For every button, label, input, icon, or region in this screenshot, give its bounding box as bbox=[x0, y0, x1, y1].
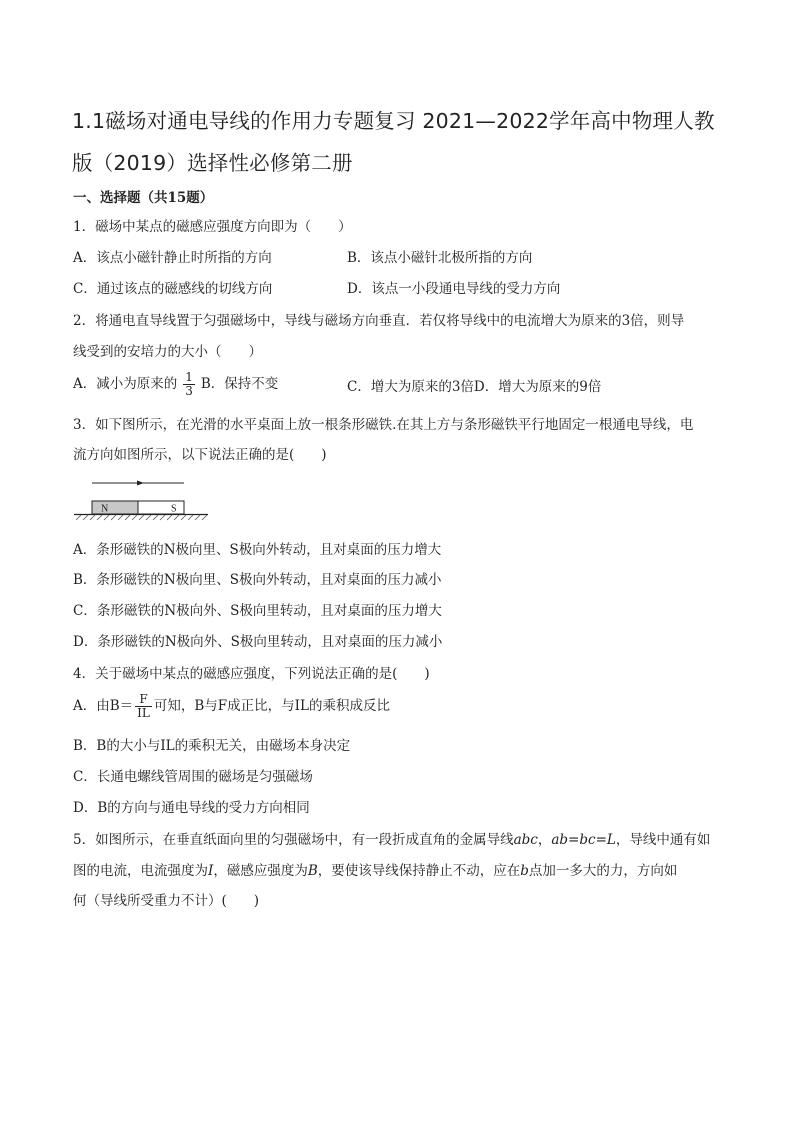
q1-stem: 1．磁场中某点的磁感应强度方向即为（ ） bbox=[73, 219, 352, 235]
q4-option-a bbox=[73, 693, 390, 720]
q5-line2-mid: ，磁感应强度为 bbox=[213, 863, 308, 879]
q5-field-symbol: B bbox=[307, 863, 318, 879]
q5-line2-mid2: ，要使该导线保持静止不动，应在 bbox=[317, 863, 521, 879]
q4-fraction bbox=[135, 693, 152, 720]
q2-fraction bbox=[183, 371, 195, 398]
q5-line1-prefix: 5．如图所示，在垂直纸面向里的匀强磁场中，有一段折成直角的金属导线 bbox=[73, 832, 514, 848]
q5-current-symbol: I bbox=[208, 863, 214, 879]
q2-stem-line1: 2．将通电直导线置于匀强磁场中，导线与磁场方向垂直．若仅将导线中的电流增大为原来的3倍，则导 bbox=[73, 313, 685, 329]
q2-fraction-denominator: 3 bbox=[185, 384, 193, 398]
q5-stem-line2 bbox=[73, 861, 677, 881]
q4-option-a-prefix: A．由B＝ bbox=[73, 698, 134, 714]
q5-wire-name: abc bbox=[513, 832, 538, 848]
current-arrow-icon bbox=[137, 481, 144, 486]
q4-stem: 4．关于磁场中某点的磁感应强度，下列说法正确的是( ) bbox=[73, 666, 430, 682]
q5-length-relation: ab=bc=L bbox=[551, 832, 616, 848]
q4-option-c: C．长通电螺线管周围的磁场是匀强磁场 bbox=[73, 769, 313, 785]
magnet-figure bbox=[72, 478, 212, 524]
q4-fraction-numerator: F bbox=[135, 693, 152, 707]
q2-option-cd: C．增大为原来的3倍D．增大为原来的9倍 bbox=[347, 379, 602, 395]
q2-option-ab bbox=[73, 371, 278, 398]
page-title: 1.1磁场对通电导线的作用力专题复习 2021—2022学年高中物理人教版（2019）选择性必修第二册 bbox=[72, 109, 715, 175]
q1-option-b: B．该点小磁针北极所指的方向 bbox=[347, 250, 533, 266]
q3-stem-line1: 3．如下图所示，在光滑的水平桌面上放一根条形磁铁.在其上方与条形磁铁平行地固定一根通电导线，电 bbox=[73, 417, 694, 433]
magnet-s-label: S bbox=[171, 503, 177, 515]
current-wire bbox=[92, 481, 184, 486]
q3-option-d: D．条形磁铁的N极向外、S极向里转动，且对桌面的压力减小 bbox=[73, 634, 443, 650]
q3-option-b: B．条形磁铁的N极向里、S极向外转动，且对桌面的压力减小 bbox=[73, 572, 442, 588]
q4-option-d: D．B的方向与通电导线的受力方向相同 bbox=[73, 800, 310, 816]
q4-fraction-denominator: IL bbox=[137, 706, 150, 720]
q3-option-a: A．条形磁铁的N极向里、S极向外转动，且对桌面的压力增大 bbox=[73, 542, 442, 558]
q2-option-a-text: A．减小为原来的 bbox=[73, 376, 178, 392]
q5-line2-prefix: 图的电流，电流强度为 bbox=[73, 863, 208, 879]
q5-point-symbol: b bbox=[520, 863, 529, 879]
q4-option-b: B．B的大小与IL的乘积无关，由磁场本身决定 bbox=[73, 738, 351, 754]
q2-fraction-numerator: 1 bbox=[185, 370, 193, 384]
q2-option-b: B．保持不变 bbox=[200, 376, 279, 392]
magnet-north-half bbox=[92, 501, 138, 514]
q5-line2-suffix: 点加一多大的力，方向如 bbox=[528, 863, 678, 879]
q4-option-a-suffix: 可知，B与F成正比，与IL的乘积成反比 bbox=[153, 698, 390, 714]
q5-stem-line1 bbox=[73, 830, 710, 850]
q5-line1-suffix: ，导线中通有如 bbox=[615, 832, 711, 848]
magnet-south-half bbox=[138, 501, 184, 514]
q5-stem-line3: 何（导线所受重力不计）( ) bbox=[73, 893, 260, 909]
magnet-n-label: N bbox=[101, 503, 109, 515]
q3-option-c: C．条形磁铁的N极向外、S极向里转动，且对桌面的压力增大 bbox=[73, 603, 442, 619]
q1-option-d: D．该点一小段通电导线的受力方向 bbox=[347, 281, 561, 297]
q5-line1-comma: ， bbox=[537, 832, 552, 848]
q2-stem-line2: 线受到的安培力的大小（ ） bbox=[73, 344, 262, 360]
section-heading: 一、选择题（共15题） bbox=[73, 190, 214, 206]
q1-option-c: C．通过该点的磁感线的切线方向 bbox=[73, 281, 273, 297]
table-hatching bbox=[76, 515, 207, 520]
q1-option-a: A．该点小磁针静止时所指的方向 bbox=[73, 250, 272, 266]
q3-stem-line2: 流方向如图所示，以下说法正确的是( ) bbox=[73, 447, 327, 463]
